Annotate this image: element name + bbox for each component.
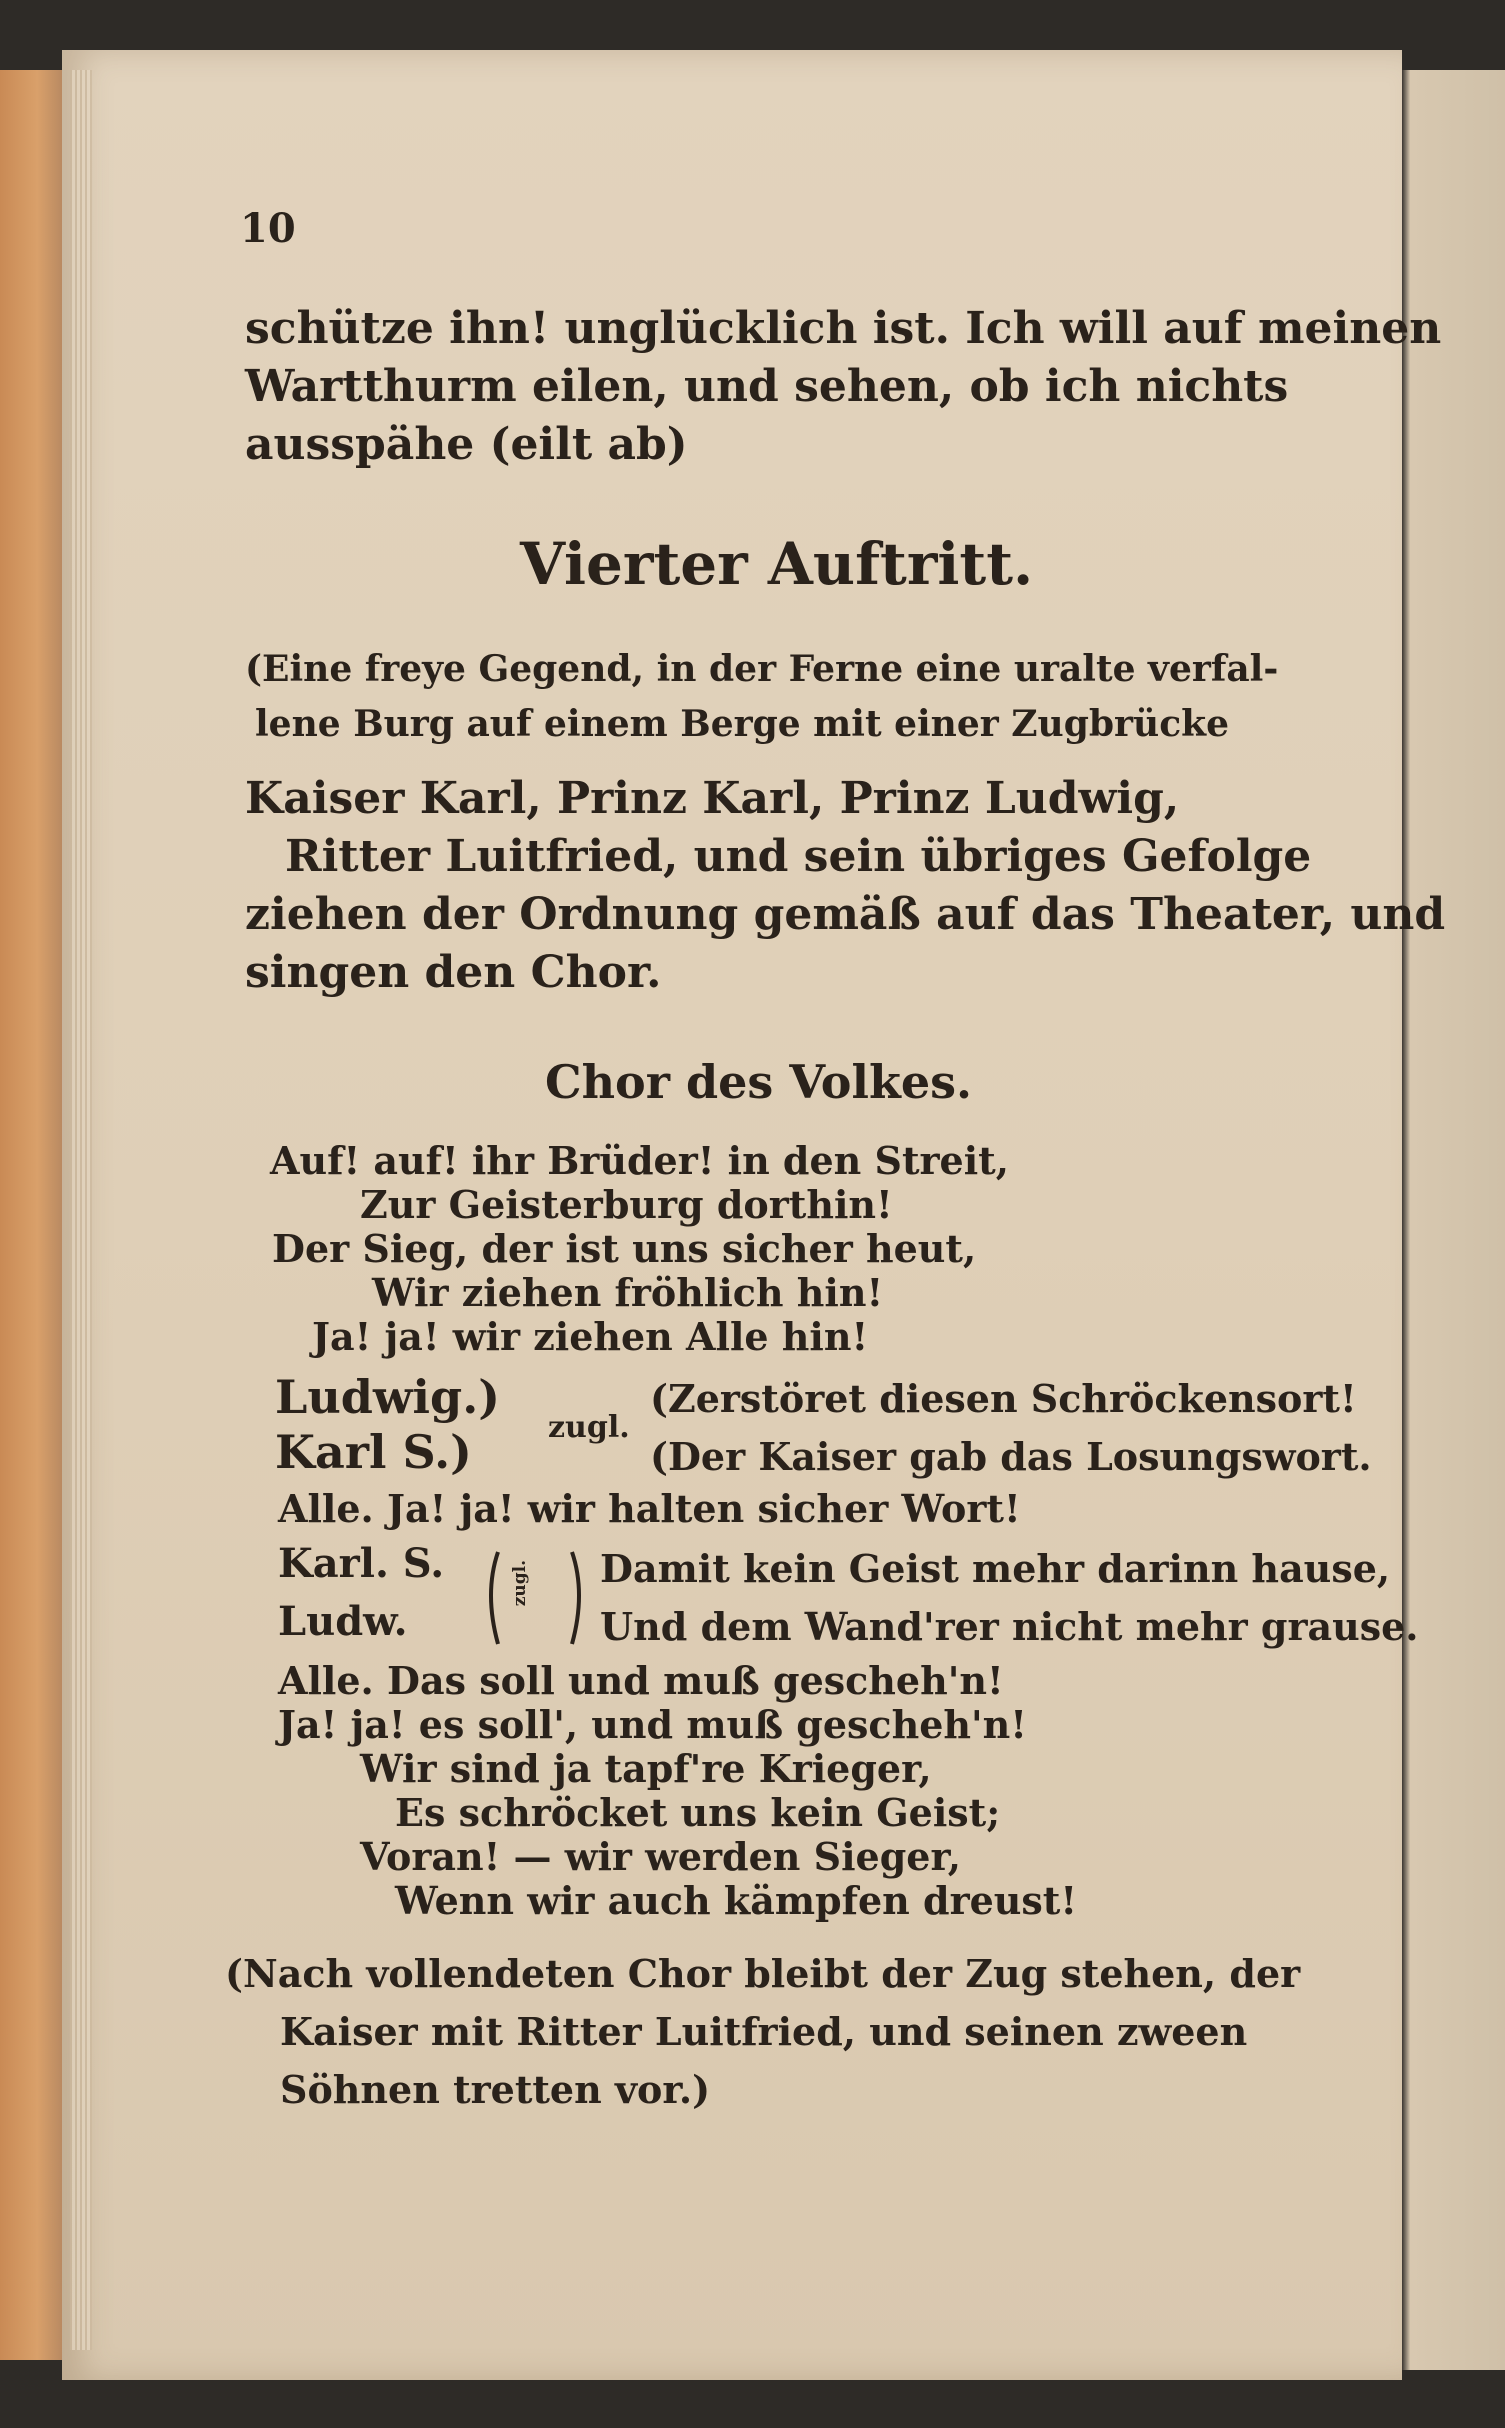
verse-line: (Zerstöret diesen Schröckensort!: [650, 1376, 1357, 1421]
prose-line: Kaiser Karl, Prinz Karl, Prinz Ludwig,: [245, 773, 1180, 824]
page-number: 10: [240, 205, 296, 252]
verse-line: Voran! — wir werden Sieger,: [360, 1834, 961, 1879]
verse-line: Alle. Das soll und muß gescheh'n!: [278, 1658, 1004, 1703]
brace-bracket: [480, 1548, 590, 1658]
together-marker: zugl.: [510, 1560, 530, 1607]
page-gutter: [70, 70, 92, 2350]
verse-line: Wir ziehen fröhlich hin!: [372, 1270, 884, 1315]
book-spine: [0, 70, 62, 2360]
prose-line: Ritter Luitfried, und sein übriges Gefolge: [285, 831, 1312, 882]
verse-line: Ja! ja! wir ziehen Alle hin!: [312, 1314, 869, 1359]
verse-line: Alle. Ja! ja! wir halten sicher Wort!: [278, 1486, 1021, 1531]
stage-direction: (Nach vollendeten Chor bleibt der Zug stehen, der: [225, 1951, 1301, 1996]
verse-line: Zur Geisterburg dorthin!: [360, 1182, 893, 1227]
verse-line: Wir sind ja tapf're Krieger,: [360, 1746, 932, 1791]
verse-line: Auf! auf! ihr Brüder! in den Streit,: [270, 1138, 1009, 1183]
prose-line: schütze ihn! unglücklich ist. Ich will auf meinen: [245, 303, 1442, 354]
verse-line: Wenn wir auch kämpfen dreust!: [395, 1878, 1078, 1923]
stage-direction: Söhnen tretten vor.): [280, 2067, 711, 2112]
prose-line: ausspähe (eilt ab): [245, 419, 688, 470]
verse-line: (Der Kaiser gab das Losungswort.: [650, 1434, 1372, 1479]
role-name: Karl S.): [275, 1425, 472, 1479]
chorus-heading: Chor des Volkes.: [545, 1055, 973, 1109]
verse-line: Und dem Wand'rer nicht mehr grause.: [600, 1604, 1419, 1649]
verse-line: Es schröcket uns kein Geist;: [395, 1790, 1001, 1835]
verse-line: Der Sieg, der ist uns sicher heut,: [272, 1226, 977, 1271]
role-name: Ludwig.): [275, 1370, 500, 1424]
prose-line: ziehen der Ordnung gemäß auf das Theater, und: [245, 889, 1446, 940]
together-marker: zugl.: [548, 1410, 630, 1445]
prose-line: singen den Chor.: [245, 947, 662, 998]
prose-line: Wartthurm eilen, und sehen, ob ich nichts: [245, 361, 1289, 412]
verse-line: Damit kein Geist mehr darinn hause,: [600, 1546, 1391, 1591]
role-name: Karl. S.: [278, 1540, 445, 1587]
verse-line: Ja! ja! es soll', und muß gescheh'n!: [278, 1702, 1027, 1747]
next-page-edge: [1402, 70, 1505, 2370]
stage-direction: lene Burg auf einem Berge mit einer Zugbrücke: [255, 703, 1229, 745]
stage-direction: (Eine freye Gegend, in der Ferne eine uralte verfal-: [245, 648, 1279, 690]
scene-heading: Vierter Auftritt.: [520, 530, 1034, 598]
stage-direction: Kaiser mit Ritter Luitfried, und seinen zween: [280, 2009, 1248, 2054]
role-name: Ludw.: [278, 1598, 408, 1645]
